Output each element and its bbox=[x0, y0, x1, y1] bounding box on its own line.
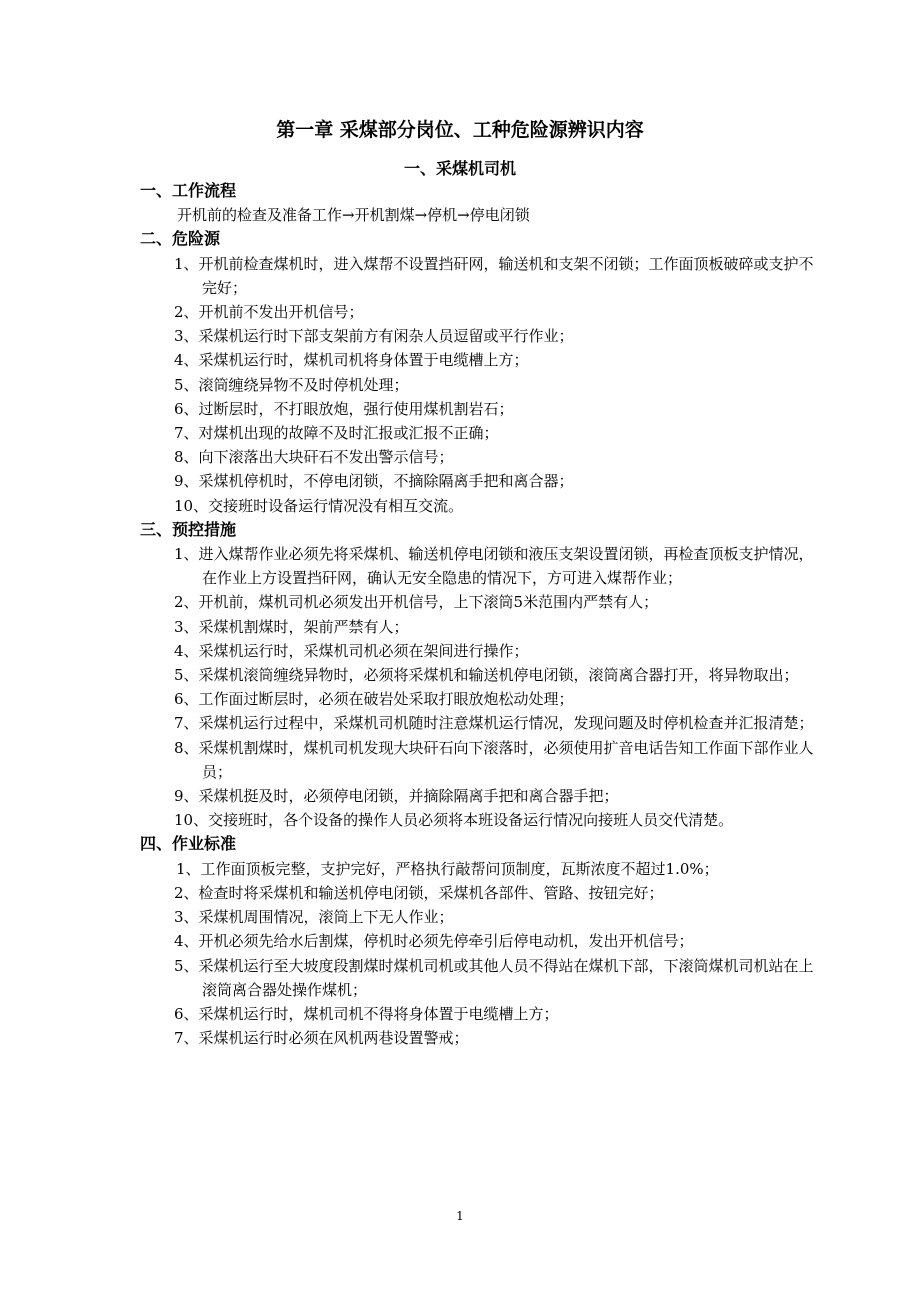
control-item: 7、采煤机运行过程中，采煤机司机随时注意煤机运行情况，发现问题及时停机检查并汇报清楚； bbox=[174, 714, 814, 733]
section-heading-hazards: 二、危险源 bbox=[140, 229, 221, 249]
section-heading-standards: 四、作业标准 bbox=[140, 834, 237, 854]
control-item: 9、采煤机挺及时，必须停电闭锁，并摘除隔离手把和离合器手把； bbox=[174, 787, 619, 806]
hazard-item: 9、采煤机停机时，不停电闭锁，不摘除隔离手把和离合器； bbox=[174, 472, 574, 491]
hazard-item: 5、滚筒缠绕异物不及时停机处理； bbox=[174, 375, 409, 394]
control-item: 2、开机前，煤机司机必须发出开机信号，上下滚筒5米范围内严禁有人； bbox=[174, 593, 659, 612]
standard-item: 7、采煤机运行时必须在风机两巷设置警戒； bbox=[174, 1029, 469, 1048]
standard-item: 6、采煤机运行时，煤机司机不得将身体置于电缆槽上方； bbox=[174, 1004, 559, 1023]
control-item: 5、采煤机滚筒缠绕异物时，必须将采煤机和输送机停电闭锁，滚筒离合器打开，将异物取出； bbox=[174, 666, 799, 685]
control-item: 3、采煤机割煤时，架前严禁有人； bbox=[174, 617, 409, 636]
document-body bbox=[140, 179, 820, 1050]
control-item: 6、工作面过断层时，必须在破岩处采取打眼放炮松动处理； bbox=[174, 690, 574, 709]
standard-item: 4、开机必须先给水后割煤，停机时必须先停牵引后停电动机，发出开机信号； bbox=[174, 932, 694, 951]
hazard-item: 7、对煤机出现的故障不及时汇报或汇报不正确； bbox=[174, 424, 499, 443]
control-item: 8、采煤机割煤时，煤机司机发现大块矸石向下滚落时，必须使用扩音电话告知工作面下部作业人员； bbox=[174, 738, 814, 781]
workflow-text: 开机前的检查及准备工作→开机割煤→停机→停电闭锁 bbox=[177, 206, 530, 225]
role-title: 一、采煤机司机 bbox=[403, 159, 516, 178]
standard-item: 1、工作面顶板完整，支护完好，严格执行敲帮问顶制度，瓦斯浓度不超过1.0%； bbox=[176, 859, 719, 878]
section-heading-controls: 三、预控措施 bbox=[140, 519, 237, 539]
hazard-item: 4、采煤机运行时，煤机司机将身体置于电缆槽上方； bbox=[174, 351, 529, 370]
hazard-item: 8、向下滚落出大块矸石不发出警示信号； bbox=[174, 448, 454, 467]
control-item: 1、进入煤帮作业必须先将采煤机、输送机停电闭锁和液压支架设置闭锁，再检查顶板支护情况，在作业上方设置挡矸网，确认无安全隐患的情况下，方可进入煤帮作业； bbox=[174, 545, 814, 588]
hazard-item: 2、开机前不发出开机信号； bbox=[174, 303, 364, 322]
hazard-item: 1、开机前检查煤机时，进入煤帮不设置挡矸网，输送机和支架不闭锁；工作面顶板破碎或支护不完好； bbox=[174, 254, 814, 297]
standard-item: 3、采煤机周围情况，滚筒上下无人作业； bbox=[174, 908, 454, 927]
standard-item: 2、检查时将采煤机和输送机停电闭锁，采煤机各部件、管路、按钮完好； bbox=[174, 883, 664, 902]
hazard-item: 6、过断层时，不打眼放炮，强行使用煤机割岩石； bbox=[174, 399, 514, 418]
hazard-item: 10、交接班时设备运行情况没有相互交流。 bbox=[174, 496, 464, 515]
chapter-title: 第一章 采煤部分岗位、工种危险源辨识内容 bbox=[276, 119, 644, 141]
control-item: 4、采煤机运行时，采煤机司机必须在架间进行操作； bbox=[174, 641, 529, 660]
standard-item: 5、采煤机运行至大坡度段割煤时煤机司机或其他人员不得站在煤机下部，下滚筒煤机司机站在上滚筒离合器处操作煤机； bbox=[174, 956, 814, 999]
control-item: 10、交接班时，各个设备的操作人员必须将本班设备运行情况向接班人员交代清楚。 bbox=[174, 811, 734, 830]
page-number: 1 bbox=[456, 1209, 464, 1223]
hazard-item: 3、采煤机运行时下部支架前方有闲杂人员逗留或平行作业； bbox=[174, 327, 574, 346]
section-heading-workflow: 一、工作流程 bbox=[140, 181, 237, 200]
